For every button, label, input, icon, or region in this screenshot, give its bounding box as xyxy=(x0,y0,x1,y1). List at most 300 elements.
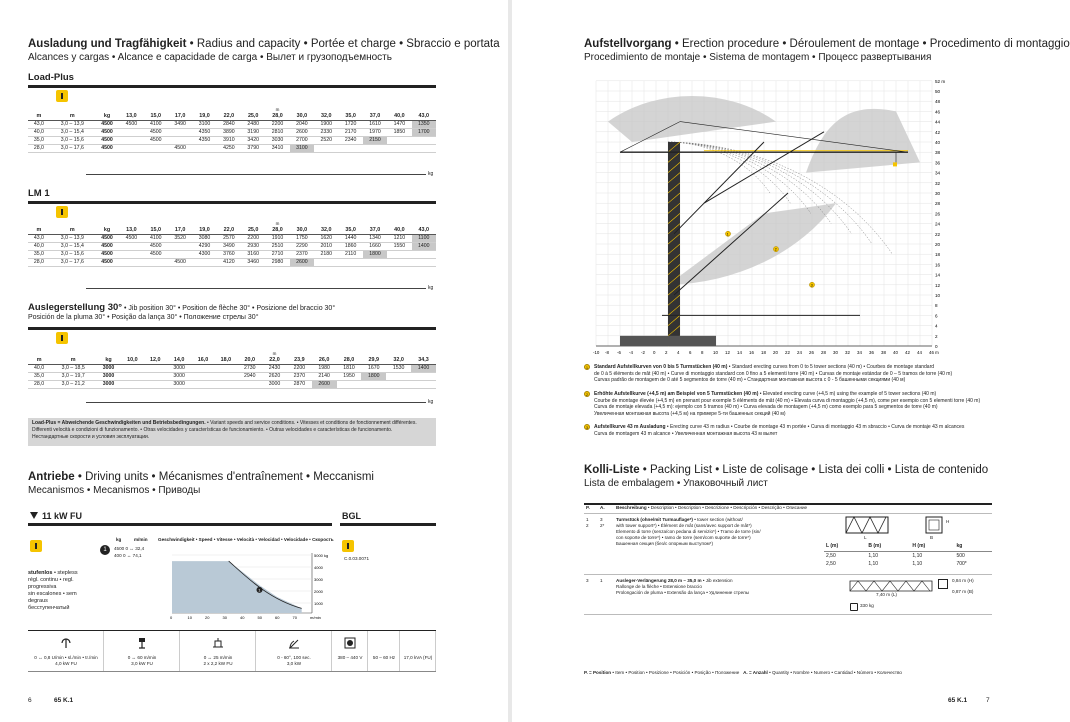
unit-cell xyxy=(214,350,237,357)
capacity-cell: 3000 xyxy=(262,381,287,389)
distance-header: 13,0 xyxy=(119,113,143,121)
y-tick: 6 xyxy=(935,313,938,319)
radius-capacity-title xyxy=(28,37,500,64)
capacity-cell xyxy=(119,145,143,153)
drives-title xyxy=(28,470,374,497)
col-m: m xyxy=(28,227,50,235)
capacity-cell: 2430 xyxy=(262,365,287,373)
distance-header: 35,0 xyxy=(338,113,362,121)
distance-header: 40,0 xyxy=(387,227,411,235)
bgl-topbar xyxy=(340,523,436,526)
capacity-cell xyxy=(361,381,386,389)
row1-pos-2: 2 xyxy=(586,523,589,528)
unit-cell xyxy=(412,220,436,227)
speed-y-tick: 4000 xyxy=(314,565,323,570)
distance-header: 32,0 xyxy=(386,357,411,365)
dims-cell: 1,10 xyxy=(868,552,879,559)
curve-marker-badge: 1 xyxy=(100,545,110,555)
col-kg: kg xyxy=(95,227,119,235)
col-position: P. xyxy=(586,505,590,510)
stepless-line: sin escalones • sem degraus xyxy=(28,591,77,604)
capacity-cell: 2040 xyxy=(290,121,314,129)
capacity-cell xyxy=(192,259,216,267)
legend-line: Curvas padrão de montagem de 0 até 5 segmentos de torre (40 m) • Стандартная монтажная высота с 0 - 5 башенными секциями (40 м) xyxy=(594,377,906,383)
x-tick: 0 xyxy=(653,350,656,355)
capacity-cell: 2730 xyxy=(237,365,262,373)
capacity-cell xyxy=(192,145,216,153)
packing-title-rest: • Packing List • Liste de colisage • Lista dei colli • Lista de contenido xyxy=(639,464,989,476)
hoist-row-kg: 400 xyxy=(114,553,122,558)
dims-cell: 1,10 xyxy=(912,561,923,567)
capacity-cell: 3490 xyxy=(168,121,192,129)
unit-cell xyxy=(119,220,143,227)
distance-header: 25,0 xyxy=(241,113,265,121)
capacity-cell: 1750 xyxy=(290,235,314,243)
distance-header: 43,0 xyxy=(412,113,436,121)
capacity-cell: 1530 xyxy=(386,365,411,373)
stepless-line: régl. continu • regl. progressiva xyxy=(28,577,74,590)
capacity-cell: 3100 xyxy=(290,145,314,153)
table-row xyxy=(28,381,436,389)
distance-header: 19,0 xyxy=(192,227,216,235)
row1-qty xyxy=(600,517,604,529)
speed-x-tick: 60 xyxy=(275,615,280,620)
capacity-cell: 1660 xyxy=(363,243,387,251)
x-tick: 34 xyxy=(857,350,862,355)
capacity-cell: 2870 xyxy=(287,381,312,389)
right-page xyxy=(512,0,1070,722)
hoist-icon xyxy=(30,512,38,519)
range-cell: 3,0 – 13,9 xyxy=(50,121,95,129)
jib-section-icon xyxy=(938,579,948,589)
x-tick: 12 xyxy=(725,350,730,355)
capacity-cell: 2600 xyxy=(312,381,337,389)
col-desc-bold: Beschreibung xyxy=(616,505,647,510)
unit-cell xyxy=(361,350,386,357)
capacity-cell: 4100 xyxy=(144,121,168,129)
tower-section-figure xyxy=(842,515,952,545)
col-description xyxy=(616,505,807,511)
erection-icon xyxy=(288,637,300,649)
x-tick: 40 xyxy=(893,350,898,355)
hoist-row-speed: 0 ↔ 74,1 xyxy=(122,553,142,558)
curve-marker-label: 1 xyxy=(726,232,729,237)
capacity-cell: 2140 xyxy=(312,373,337,381)
stepless-bold: stufenlos xyxy=(28,570,53,576)
hoist-row xyxy=(114,546,144,552)
unit-cell xyxy=(287,350,312,357)
jib-height: 0,84 m (H) xyxy=(952,578,974,583)
capacity-cell: 4290 xyxy=(192,243,216,251)
unit-cell xyxy=(386,350,411,357)
speed-x-tick: 40 xyxy=(240,615,245,620)
range-cell: 3,0 – 17,6 xyxy=(50,259,95,267)
unit-cell xyxy=(237,350,262,357)
drive-cell-value: 380 – 440 V xyxy=(337,655,363,660)
speed-x-tick: 70 xyxy=(292,615,297,620)
y-tick: 36 xyxy=(935,160,941,166)
power-icon xyxy=(344,637,356,649)
capacity-cell xyxy=(412,259,436,267)
capacity-cell: 2520 xyxy=(314,137,338,145)
capacity-cell: 2370 xyxy=(290,251,314,259)
unit-cell xyxy=(144,350,167,357)
y-tick: 32 xyxy=(935,180,941,186)
cells-bottomline xyxy=(28,671,436,672)
drive-cell-power: 4,0 kW FU xyxy=(55,661,77,666)
distance-header: 12,0 xyxy=(144,357,167,365)
hook-block xyxy=(893,162,897,166)
capacity-cell: 1100 xyxy=(412,235,436,243)
erection-title xyxy=(584,37,1070,64)
distance-header: 28,0 xyxy=(265,227,289,235)
unit-cell xyxy=(217,220,241,227)
capacity-cell: 2330 xyxy=(314,129,338,137)
dims-cell: 500 xyxy=(956,552,965,559)
hoist-power: 11 kW FU xyxy=(42,511,83,521)
drive-cell-value: 0 ↔ 60 m/min xyxy=(127,655,157,660)
stepless-line: бесступенчатый xyxy=(28,605,70,611)
hook-icon xyxy=(56,90,68,102)
unit-cell: m xyxy=(272,351,277,356)
capacity-cell: 4500 xyxy=(168,259,192,267)
range-cell: 3,0 – 15,4 xyxy=(50,129,95,137)
table-row xyxy=(28,121,436,129)
distance-header: 37,0 xyxy=(363,113,387,121)
capacity-cell xyxy=(144,259,168,267)
unit-cell xyxy=(28,106,50,113)
capacity-cell: 4500 xyxy=(144,251,168,259)
col-desc-rest: • Description • Description • Descrizione • Descripción • Descrição • Описание xyxy=(646,505,808,510)
capacity-cell xyxy=(411,381,436,389)
trolley-icon xyxy=(60,637,72,649)
max-load-cell: 3000 xyxy=(96,373,121,381)
col-range: m xyxy=(50,227,95,235)
capacity-cell xyxy=(121,365,144,373)
dims-row xyxy=(824,560,992,569)
distance-header: 25,0 xyxy=(241,227,265,235)
drive-cell-power: 2 x 2,2 kW FU xyxy=(203,661,233,666)
legend-rest: • Standard erecting curves from 0 to 5 tower sections (40 m) • Courbes de montage standard xyxy=(727,364,935,370)
capacity-cell: 1980 xyxy=(312,365,337,373)
capacity-cell: 2600 xyxy=(290,259,314,267)
unit-cell xyxy=(192,350,215,357)
capacity-cell: 3100 xyxy=(192,121,216,129)
y-tick: 28 xyxy=(935,201,941,207)
capacity-cell: 2620 xyxy=(262,373,287,381)
unit-cell xyxy=(167,350,192,357)
note-line2: Differenti velocità e condizioni di funzionamento. • Otras velocidades y características de funcionamiento. • Outras velocidades e características de funcionamento. xyxy=(32,427,393,433)
distance-header: 15,0 xyxy=(144,113,168,121)
capacity-cell xyxy=(214,373,237,381)
y-tick: 18 xyxy=(935,252,941,258)
unit-cell xyxy=(363,220,387,227)
unit-cell xyxy=(338,106,362,113)
capacity-cell: 1610 xyxy=(363,121,387,129)
jib-inclined xyxy=(674,142,764,237)
range-cell: 3,0 – 15,4 xyxy=(50,243,95,251)
unit-cell xyxy=(312,350,337,357)
unit-cell: m xyxy=(275,221,280,226)
y-tick: 44 xyxy=(935,119,941,125)
distance-header: 15,0 xyxy=(144,227,168,235)
distance-header: 32,0 xyxy=(314,113,338,121)
x-tick: 46 m xyxy=(929,350,939,355)
max-load-cell: 4500 xyxy=(95,259,119,267)
capacity-cell: 1900 xyxy=(314,121,338,129)
range-cell: 3,0 – 18,5 xyxy=(50,365,96,373)
capacity-cell: 1470 xyxy=(387,121,411,129)
drive-cell-value: 50 – 60 Hz xyxy=(372,655,396,660)
legend-marker: 1 xyxy=(585,365,589,370)
y-tick: 2 xyxy=(935,333,938,339)
legend-item xyxy=(594,424,994,437)
capacity-cell xyxy=(387,251,411,259)
range-cell: 3,0 – 15,6 xyxy=(50,251,95,259)
capacity-cell: 3890 xyxy=(217,129,241,137)
foot-pos-rest: • Item • Position • Posizione • Posición • Posição • Положение xyxy=(611,670,740,675)
capacity-cell: 4250 xyxy=(217,145,241,153)
capacity-cell: 3790 xyxy=(241,145,265,153)
page-number-left: 6 xyxy=(28,697,32,704)
row1-desc-line: Elemento di torre (senza/con pedana di servizio*) • Tramo de torre (sin/ xyxy=(616,529,761,534)
unit-cell xyxy=(144,106,168,113)
col-m: m xyxy=(28,357,50,365)
drive-cell-value: 17,0 kVA (FU) xyxy=(403,655,433,660)
packing-bottom-line xyxy=(584,614,992,615)
hoist-row-kg: 4500 xyxy=(114,546,125,551)
x-tick: 42 xyxy=(905,350,910,355)
max-load-cell: 3000 xyxy=(96,381,121,389)
tower-dimensions-table xyxy=(824,542,992,569)
title-line2: Alcances y cargas • Alcance e capacidade de carga • Вылет и грузоподъемность xyxy=(28,52,392,63)
y-tick: 16 xyxy=(935,262,941,268)
fig-label-b: B xyxy=(930,535,934,540)
capacity-cell: 1810 xyxy=(337,365,362,373)
capacity-cell xyxy=(214,365,237,373)
capacity-cell: 1340 xyxy=(363,235,387,243)
unit-row xyxy=(28,106,436,113)
unit-cell xyxy=(338,220,362,227)
curve-marker-label: 2 xyxy=(774,247,777,252)
capacity-cell xyxy=(314,145,338,153)
capacity-cell xyxy=(314,259,338,267)
hook-icon xyxy=(56,206,68,218)
drive-cell-value: 0 - 60°, 100 sec. xyxy=(277,655,311,660)
unit-cell xyxy=(290,106,314,113)
col-range: m xyxy=(50,357,96,365)
y-tick: 24 xyxy=(935,221,941,227)
y-tick: 34 xyxy=(935,170,941,176)
capacity-cell: 2010 xyxy=(314,243,338,251)
speed-x-tick: m/min xyxy=(310,615,321,620)
unit-cell xyxy=(192,106,216,113)
slewing-icon xyxy=(136,637,148,649)
y-tick: 22 xyxy=(935,231,941,237)
capacity-cell: 2810 xyxy=(265,129,289,137)
table-row xyxy=(28,365,436,373)
jib-weight: 330 kg xyxy=(860,603,874,608)
hook-icon xyxy=(342,540,354,552)
lm1-label: LM 1 xyxy=(28,188,50,199)
y-tick: 10 xyxy=(935,293,941,298)
y-axis-top: 52 m xyxy=(935,78,946,84)
legend-line: Увеличенная монтажная высота (+4,5 м) на примере 5-ти башенных секций (40 м) xyxy=(594,410,786,417)
foot-qty-rest: • Quantity • Nombre • Numero • Cantidad • Número • Количество xyxy=(767,670,902,675)
unit-cell xyxy=(337,350,362,357)
capacity-cell: 2930 xyxy=(241,243,265,251)
capacity-cell: 2200 xyxy=(265,121,289,129)
drive-cell xyxy=(256,631,332,671)
speed-x-tick: 0 xyxy=(170,615,173,620)
legend-line: de 0 à 5 éléments de mât (40 m) • Curve di montaggio standard con 0 fino a 5 elementi torre (40 m) • Curvas de montaje estándar de 0 – 5 tramos de torre (40 m) xyxy=(594,370,953,377)
capacity-cell: 2170 xyxy=(338,129,362,137)
jib30-kg-axis xyxy=(86,402,426,403)
capacity-cell: 3420 xyxy=(241,137,265,145)
distance-header: 17,0 xyxy=(168,113,192,121)
drives-title-rest: • Driving units • Mécanismes d'entraînement • Meccanismi xyxy=(74,471,374,483)
jib30-label-rest: • Jib position 30° • Position de flèche 30° • Posizione del braccio 30° xyxy=(122,305,336,312)
capacity-cell: 2200 xyxy=(241,235,265,243)
capacity-cell xyxy=(337,381,362,389)
erection-title-rest: • Erection procedure • Déroulement de montage • Procedimento di montaggio xyxy=(671,38,1070,50)
capacity-cell: 3000 xyxy=(167,381,192,389)
x-tick: 18 xyxy=(761,350,766,355)
drive-cell xyxy=(180,631,256,671)
legend-bold: Erhöhte Aufstellkurve (+4,5 m) am Beispiel von 5 Turmstücken (40 m) xyxy=(594,391,759,397)
capacity-cell xyxy=(119,243,143,251)
unit-cell xyxy=(50,350,96,357)
dims-header: kg xyxy=(954,542,992,551)
row1-pos-1: 1 xyxy=(586,517,589,522)
distance-header: 29,9 xyxy=(361,357,386,365)
max-load-cell: 4500 xyxy=(95,137,119,145)
drive-cell xyxy=(400,631,436,671)
capacity-cell: 1800 xyxy=(361,373,386,381)
row1-desc-line: con soporte de torre*) • ramo de torre (sem/com suporte de torre*) xyxy=(616,535,751,540)
capacity-cell: 1400 xyxy=(412,243,436,251)
drive-cell-value: 0 ↔ 0,8 U/min • sl./min • tr./min xyxy=(34,655,98,660)
row1-desc xyxy=(616,517,816,547)
unit-row xyxy=(28,350,436,357)
capacity-cell: 4500 xyxy=(144,243,168,251)
speed-x-tick: 30 xyxy=(222,615,227,620)
capacity-cell: 4500 xyxy=(119,121,143,129)
capacity-cell: 3080 xyxy=(192,235,216,243)
distance-header: 18,0 xyxy=(214,357,237,365)
capacity-cell: 3760 xyxy=(217,251,241,259)
distance-header: 10,0 xyxy=(121,357,144,365)
capacity-cell xyxy=(119,129,143,137)
dims-cell: 700* xyxy=(956,561,967,567)
jib-length-cell: 28,0 xyxy=(28,145,50,153)
unit-cell xyxy=(121,350,144,357)
row2-desc-rest: • Jib extension xyxy=(701,578,733,583)
hoist-row-speed: 0 ↔ 32,4 xyxy=(125,546,145,551)
packing-footnote xyxy=(584,670,902,676)
capacity-cell xyxy=(338,259,362,267)
x-tick: 36 xyxy=(869,350,874,355)
packing-title-bold: Kolli-Liste xyxy=(584,464,640,476)
capacity-cell: 1860 xyxy=(338,243,362,251)
capacity-cell xyxy=(144,365,167,373)
capacity-cell xyxy=(144,145,168,153)
capacity-cell: 2150 xyxy=(363,137,387,145)
page-number-right: 7 xyxy=(986,697,990,704)
dims-header: L (m) xyxy=(824,542,866,551)
legend-marker: 3 xyxy=(585,425,589,430)
legend-line: Curva de montagem 43 m alcance • Увеличенная монтажная высота 43 м вылет xyxy=(594,430,778,437)
distance-header-row xyxy=(28,113,436,121)
capacity-cell xyxy=(363,259,387,267)
distance-header: 35,0 xyxy=(338,227,362,235)
unit-cell: m xyxy=(275,107,280,112)
drive-cell xyxy=(104,631,180,671)
capacity-cell xyxy=(119,137,143,145)
hook-icon xyxy=(30,540,42,552)
note-bold: Load-Plus = Abweichende Geschwindigkeiten und Betriebsbedingungen. xyxy=(32,420,206,426)
capacity-cell: 1910 xyxy=(265,235,289,243)
capacity-cell: 2180 xyxy=(314,251,338,259)
jib30-table xyxy=(28,350,436,389)
capacity-cell: 1970 xyxy=(363,129,387,137)
curve-marker-label: 3 xyxy=(810,283,813,288)
capacity-cell xyxy=(144,373,167,381)
load-plus-label: Load-Plus xyxy=(28,72,74,83)
capacity-cell xyxy=(168,251,192,259)
capacity-cell: 1700 xyxy=(412,129,436,137)
jib30-label xyxy=(28,302,335,322)
unit-row xyxy=(28,220,436,227)
col-kg: kg xyxy=(95,113,119,121)
distance-header: 28,0 xyxy=(265,113,289,121)
capacity-cell xyxy=(119,259,143,267)
distance-header: 16,0 xyxy=(192,357,215,365)
note-line3: Нестандартные скорости и условия эксплуатации. xyxy=(32,434,150,440)
drive-cell-value: 0 ↔ 25 m/min xyxy=(203,655,233,660)
capacity-cell: 3030 xyxy=(265,137,289,145)
capacity-cell: 2840 xyxy=(217,121,241,129)
speed-x-tick: 10 xyxy=(187,615,192,620)
capacity-cell xyxy=(121,373,144,381)
capacity-cell xyxy=(144,381,167,389)
capacity-cell: 2480 xyxy=(241,121,265,129)
capacity-cell: 3160 xyxy=(241,251,265,259)
unit-cell xyxy=(119,106,143,113)
distance-header: 28,0 xyxy=(337,357,362,365)
jib-length-cell: 35,0 xyxy=(28,137,50,145)
legend-rest: • Elevated erecting curve (+4,5 m) using the example of 5 tower sections (40 m) xyxy=(758,391,937,397)
x-tick: 20 xyxy=(773,350,778,355)
distance-header: 37,0 xyxy=(363,227,387,235)
legend-marker: 2 xyxy=(585,392,589,397)
load-plus-kg-axis xyxy=(86,174,426,175)
capacity-cell: 2340 xyxy=(338,137,362,145)
y-tick: 30 xyxy=(935,191,941,196)
capacity-cell: 4500 xyxy=(168,145,192,153)
y-tick: 42 xyxy=(935,129,941,135)
jib-width: 0,87 m (B) xyxy=(952,589,974,594)
distance-header: 22,0 xyxy=(217,227,241,235)
capacity-cell xyxy=(237,381,262,389)
capacity-cell xyxy=(386,381,411,389)
jib-length-cell: 43,0 xyxy=(28,235,50,243)
y-tick: 46 xyxy=(935,109,941,115)
max-load-cell: 4500 xyxy=(95,121,119,129)
y-tick: 38 xyxy=(935,150,941,156)
distance-header: 30,0 xyxy=(290,113,314,121)
erection-diagram xyxy=(584,70,946,360)
